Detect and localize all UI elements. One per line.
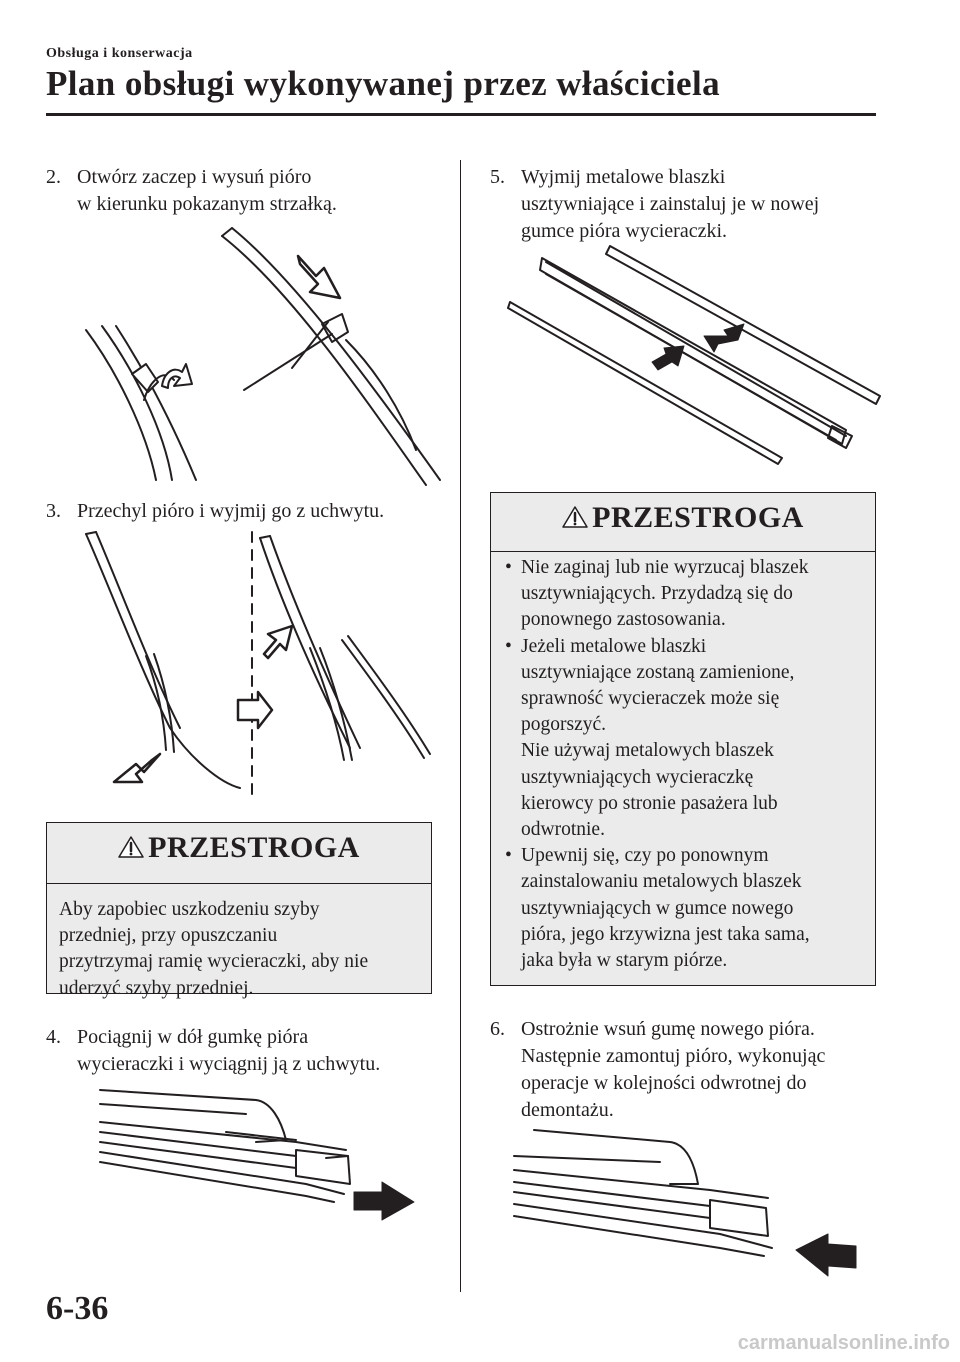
step-5 (490, 164, 890, 248)
step-6 (490, 1016, 900, 1128)
illustration-wiper-release-clip (46, 210, 456, 490)
step-3 (46, 498, 456, 526)
illustration-metal-strips (506, 240, 886, 470)
page-title: Plan obsługi wykonywanej przez właściciela (46, 64, 721, 103)
caution-box-1 (46, 822, 432, 999)
step-text-line: Przechyl pióro i wyjmij go z uchwytu. (77, 500, 385, 522)
step-text-line: Ostrożnie wsuń gumę nowego pióra. (521, 1018, 815, 1040)
caution-box-2 (490, 492, 876, 986)
step-number: 5. (490, 166, 505, 188)
step-text-line: Pociągnij w dół gumkę pióra (77, 1026, 309, 1048)
column-divider (460, 160, 461, 1292)
step-text-line: demontażu. (521, 1099, 614, 1121)
step-text-line: wycieraczki i wyciągnij ją z uchwytu. (77, 1053, 381, 1075)
step-text-line: gumce pióra wycieraczki. (521, 220, 728, 242)
warning-triangle-icon (562, 505, 588, 529)
step-4 (46, 1024, 456, 1080)
section-header: Obsługa i konserwacja (46, 46, 193, 61)
page-number: 6-36 (46, 1290, 109, 1327)
step-number: 3. (46, 500, 61, 522)
step-text-line: Wyjmij metalowe blaszki (521, 166, 726, 188)
step-text-line: Otwórz zaczep i wysuń pióro (77, 166, 312, 188)
caution-bullet: • Jeżeli metalowe blaszki usztywniające zostaną zamienione, sprawność wycieraczek może się pogorszyć. Nie używaj metalowych blaszek usztywniających wycieraczkę kierowcy po stronie pasażera lub odwrotnie. (505, 635, 795, 841)
illustration-pull-rubber (96, 1080, 426, 1220)
step-text-line: Następnie zamontuj pióro, wykonując (521, 1045, 826, 1067)
step-number: 4. (46, 1026, 61, 1048)
caution-bullet: • Upewnij się, czy po ponownym zainstalowaniu metalowych blaszek usztywniających w gumce nowego pióra, jego krzywizna jest taka sama, jaka była w starym piórze. (505, 845, 810, 972)
caution-body: Aby zapobiec uszkodzeniu szyby przedniej, przy opuszczaniu przytrzymaj ramię wycieraczki, aby nie uderzyć szyby przedniej. (59, 899, 369, 999)
illustration-wiper-tilt-remove (80, 528, 440, 798)
caution-title: PRZESTROGA (148, 831, 360, 864)
step-text-line: operacje w kolejności odwrotnej do (521, 1072, 807, 1094)
title-rule (46, 113, 876, 116)
watermark: carmanualsonline.info (737, 1332, 950, 1354)
step-number: 6. (490, 1018, 505, 1040)
step-text-line: usztywniające i zainstaluj je w nowej (521, 193, 820, 215)
illustration-insert-rubber (510, 1126, 870, 1286)
caution-title: PRZESTROGA (592, 501, 804, 534)
warning-triangle-icon (118, 835, 144, 859)
step-text-line: w kierunku pokazanym strzałką. (77, 193, 337, 215)
caution-body (499, 555, 867, 974)
caution-bullet: • Nie zaginaj lub nie wyrzucaj blaszek usztywniających. Przydadzą się do ponownego zastosowania. (505, 557, 809, 631)
step-number: 2. (46, 166, 61, 188)
